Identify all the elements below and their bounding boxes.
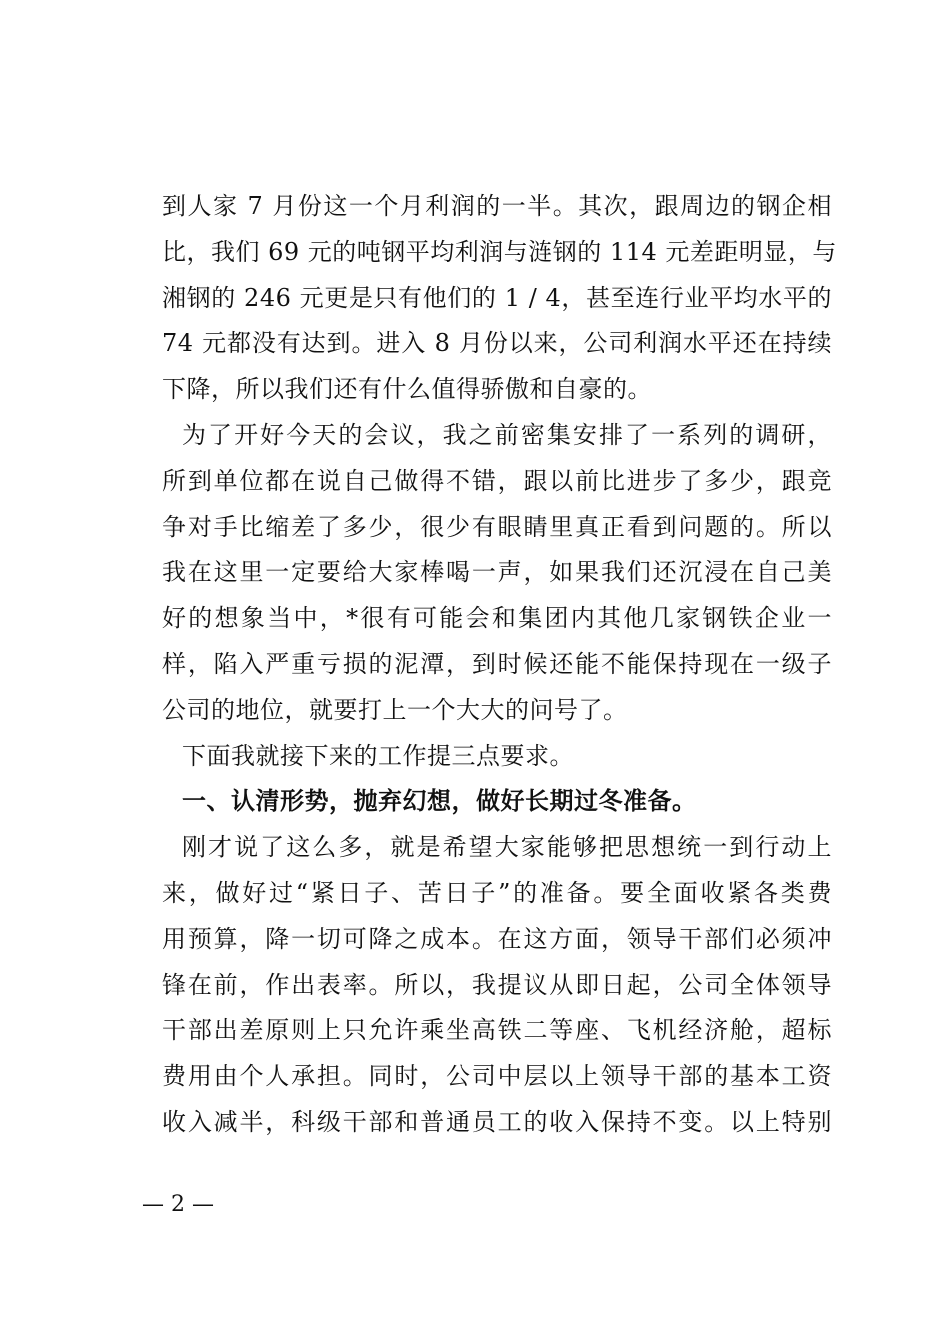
text-line: 所到单位都在说自己做得不错，跟以前比进步了多少，跟竞 (162, 466, 832, 495)
text-line: 争对手比缩差了多少，很少有眼睛里真正看到问题的。所以 (162, 512, 832, 541)
text-line: 比，我们 69 元的吨钢平均利润与涟钢的 114 元差距明显，与 (162, 237, 837, 266)
paragraph-first-line: 刚才说了这么多，就是希望大家能够把思想统一到行动上 (182, 833, 832, 862)
text-line: 收入减半，科级干部和普通员工的收入保持不变。以上特别 (162, 1107, 832, 1136)
text-line: 湘钢的 246 元更是只有他们的 1 / 4，甚至连行业平均水平的 (162, 283, 832, 312)
text-line: 干部出差原则上只允许乘坐高铁二等座、飞机经济舱，超标 (162, 1016, 832, 1045)
text-line: 到人家 7 月份这一个月利润的一半。其次，跟周边的钢企相 (162, 192, 832, 220)
text-line: 用预算，降一切可降之成本。在这方面，领导干部们必须冲 (162, 924, 832, 953)
text-line: 锋在前，作出表率。所以，我提议从即日起，公司全体领导 (162, 970, 832, 999)
paragraph-first-line: 为了开好今天的会议，我之前密集安排了一系列的调研， (182, 420, 832, 449)
page-number: — 2 — (142, 1192, 214, 1217)
text-line: 下降，所以我们还有什么值得骄傲和自豪的。 (162, 375, 652, 404)
text-line: 74 元都没有达到。进入 8 月份以来，公司利润水平还在持续 (162, 329, 832, 358)
text-line: 我在这里一定要给大家棒喝一声，如果我们还沉浸在自己美 (162, 558, 832, 587)
section-heading: 一、认清形势，抛弃幻想，做好长期过冬准备。 (182, 787, 697, 816)
text-line: 费用由个人承担。同时，公司中层以上领导干部的基本工资 (162, 1062, 832, 1091)
text-line: 来，做好过“紧日子、苦日子”的准备。要全面收紧各类费 (162, 878, 832, 907)
body-text (162, 184, 837, 1146)
text-line: 公司的地位，就要打上一个大大的问号了。 (162, 695, 628, 724)
paragraph-first-line: 下面我就接下来的工作提三点要求。 (182, 741, 574, 770)
text-line: 好的想象当中，*很有可能会和集团内其他几家钢铁企业一 (162, 604, 832, 633)
text-line: 样，陷入严重亏损的泥潭，到时候还能不能保持现在一级子 (162, 649, 832, 678)
